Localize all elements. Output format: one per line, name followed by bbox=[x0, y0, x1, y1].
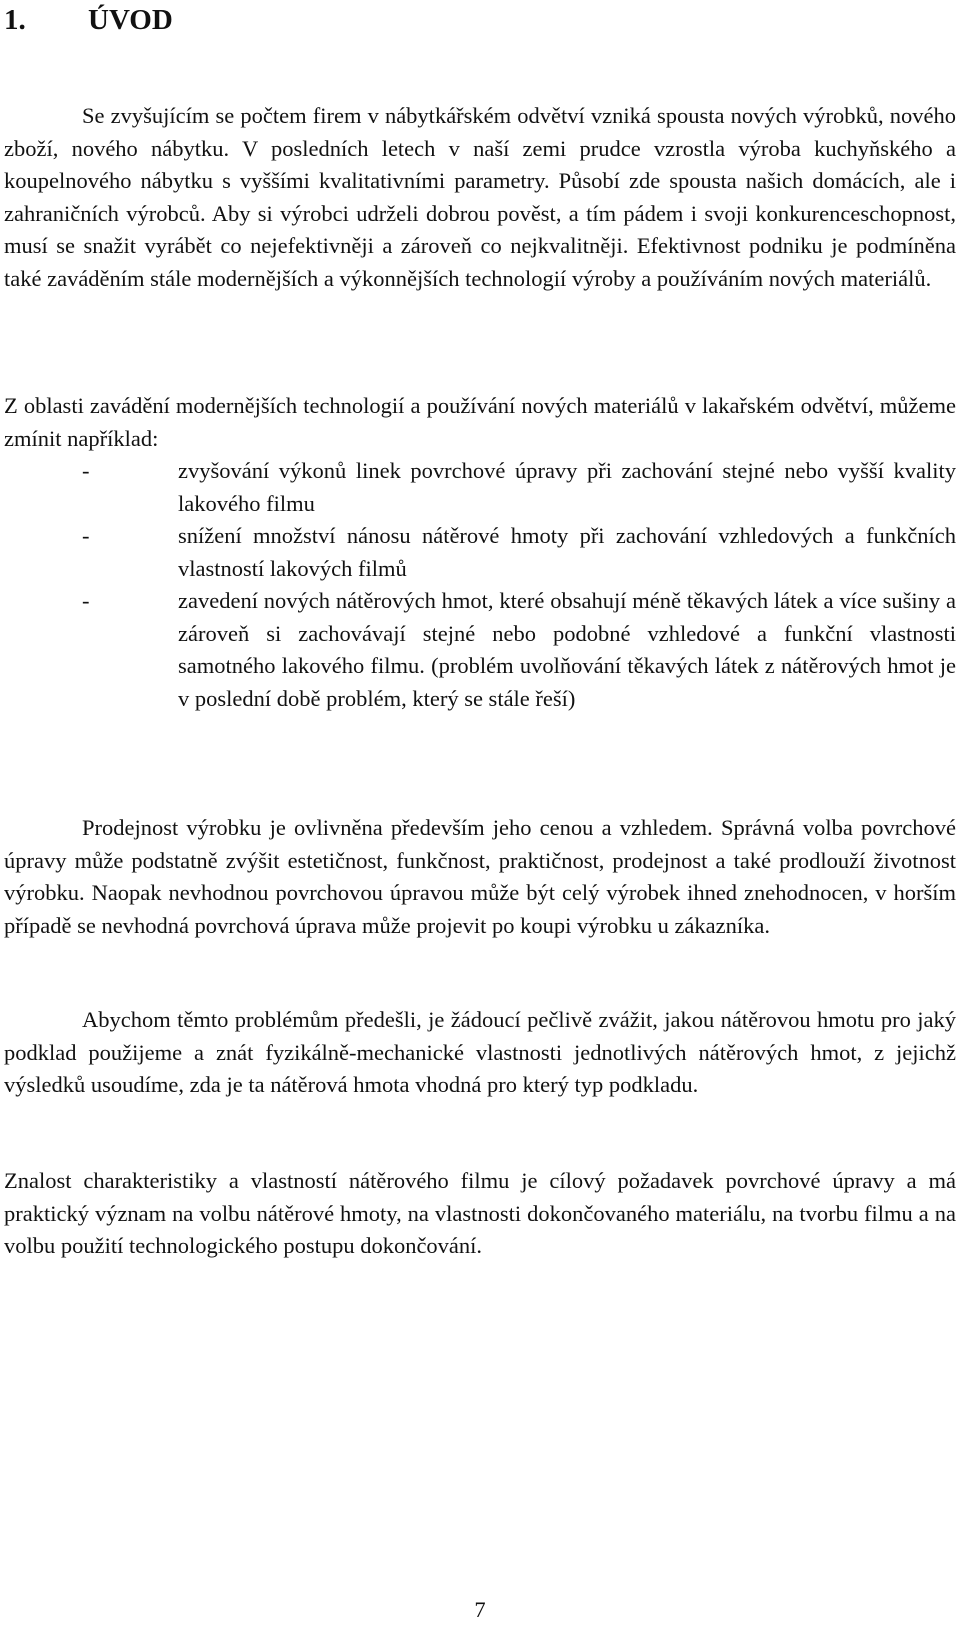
chapter-number: 1. bbox=[4, 4, 26, 36]
page-number: 7 bbox=[474, 1597, 486, 1622]
paragraph-prevention: Abychom těmto problémům předešli, je žádoucí pečlivě zvážit, jakou nátěrovou hmotu pro jaký podklad použijeme a znát fyzikálně-mechanické vlastnosti jednotlivých nátěrových hmot, z jejichž výsledků usoudíme, zda je ta nátěrová hmota vhodná pro který typ podkladu. bbox=[4, 1007, 956, 1097]
list-marker: - bbox=[82, 588, 90, 613]
paragraph-sales: Prodejnost výrobku je ovlivněna především jeho cenou a vzhledem. Správná volba povrchové úpravy může podstatně zvýšit estetičnost, funkčnost, praktičnost, prodejnost a také prodlouží životnost výrobku. Naopak nevhodnou povrchovou úpravou může být celý výrobek ihned znehodnocen, v horším případě se nevhodná povrchová úprava může projevit po koupi výrobku u zákazníka. bbox=[4, 815, 956, 938]
list-item-text: zvyšování výkonů linek povrchové úpravy při zachování stejné nebo vyšší kvality lakového filmu bbox=[178, 458, 956, 516]
list-item-text: zavedení nových nátěrových hmot, které obsahují méně těkavých látek a více sušiny a zároveň si zachovávají stejné nebo podobné vzhledové a funkční vlastnosti samotného lakového filmu. (problém uvolňování těkavých látek z nátěrových hmot je v poslední době problém, který se stále řeší) bbox=[178, 588, 956, 711]
list-item-text: snížení množství nánosu nátěrové hmoty při zachování vzhledových a funkčních vlastností lakových filmů bbox=[178, 523, 956, 581]
list-item bbox=[4, 455, 956, 520]
chapter-heading bbox=[4, 2, 173, 38]
paragraph-technologies: Z oblasti zavádění modernějších technologií a používání nových materiálů v lakařském odvětví, můžeme zmínit například: bbox=[4, 393, 956, 451]
chapter-title: ÚVOD bbox=[88, 4, 173, 36]
list-marker: - bbox=[82, 458, 90, 483]
list-marker: - bbox=[82, 523, 90, 548]
paragraph-intro: Se zvyšujícím se počtem firem v nábytkářském odvětví vzniká spousta nových výrobků, nového zboží, nového nábytku. V posledních letech v naší zemi prudce vzrostla výroba kuchyňského a koupelnového nábytku s vyššími kvalitativními parametry. Působí zde spousta našich domácích, ale i zahraničních výrobců. Aby si výrobci udrželi dobrou pověst, a tím pádem i svoji konkurenceschopnost, musí se snažit vyrábět co nejefektivněji a zároveň co nejkvalitněji. Efektivnost podniku je podmíněna také zaváděním stále modernějších a výkonnějších technologií výroby a používáním nových materiálů. bbox=[4, 103, 956, 291]
list-item bbox=[4, 585, 956, 715]
innovation-list bbox=[4, 455, 956, 715]
list-item bbox=[4, 520, 956, 585]
paragraph-knowledge: Znalost charakteristiky a vlastností nátěrového filmu je cílový požadavek povrchové úpravy a má praktický význam na volbu nátěrové hmoty, na vlastnosti dokončovaného materiálu, na tvorbu filmu a na volbu použití technologického postupu dokončování. bbox=[4, 1168, 956, 1258]
